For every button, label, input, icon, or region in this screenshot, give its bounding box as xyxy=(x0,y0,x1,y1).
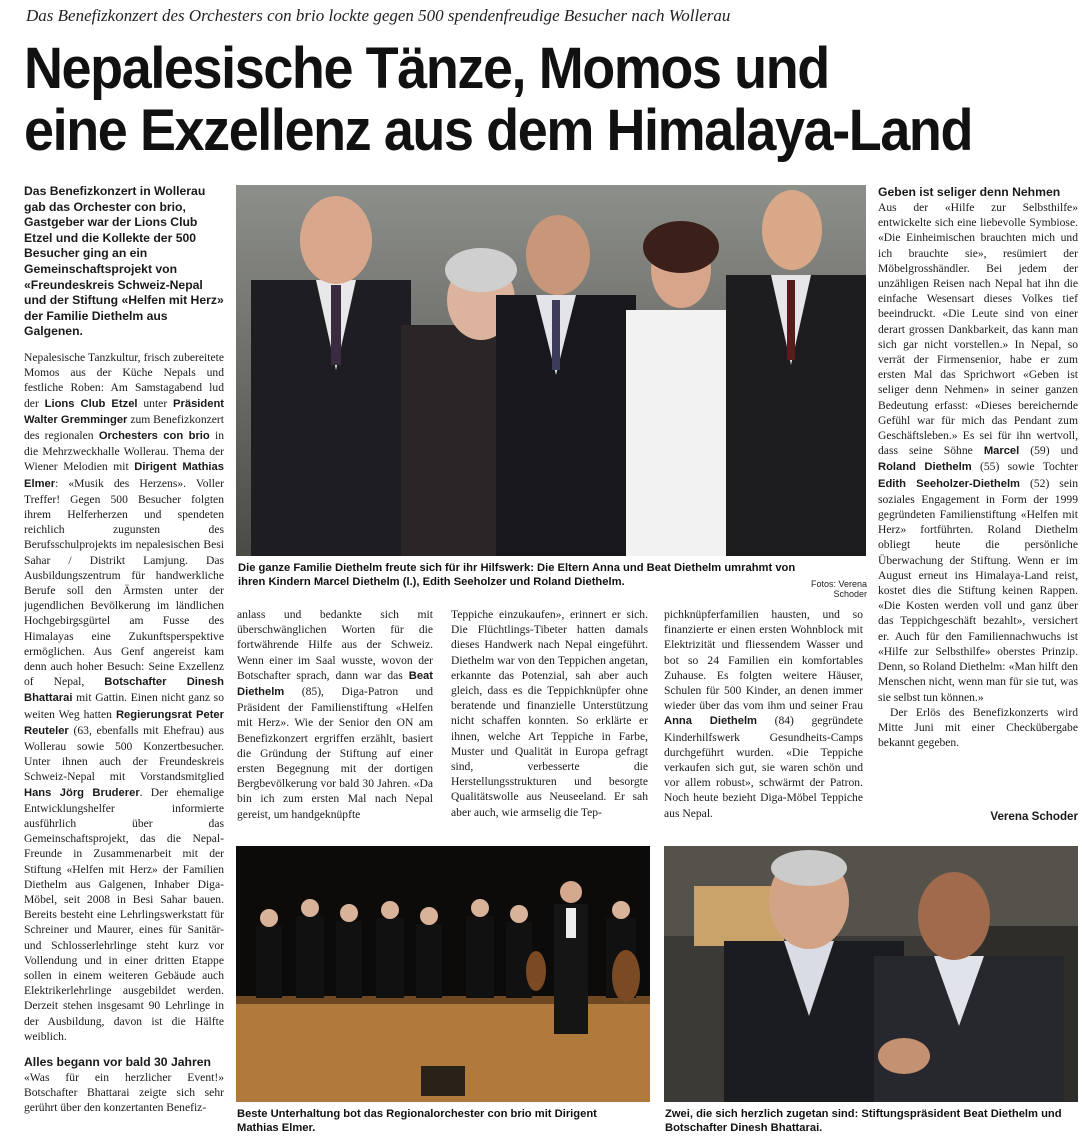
orchestra-photo-image xyxy=(236,846,650,1102)
column-3 xyxy=(451,607,648,839)
author-name: Verena Schoder xyxy=(990,810,1078,823)
family-photo xyxy=(236,185,866,556)
handshake-photo-image xyxy=(664,846,1078,1102)
photo-credit: Fotos: Verena Schoder xyxy=(810,579,867,599)
headline xyxy=(24,38,991,162)
orchestra-photo xyxy=(236,846,650,1102)
subhead-geben: Geben ist seliger denn Nehmen xyxy=(878,185,1061,199)
column-5-closing: Der Erlös des Benefizkonzerts wird Mitte Juni mit einer Checkübergabe bekannt gegeben. xyxy=(878,705,1078,750)
lead-paragraph: Das Benefizkonzert in Wollerau gab das Orchester con brio, Gastgeber war der Lions Club Etzel und die Kollekte der 500 Besucher ging an ein Gemeinschaftsprojekt von «Freundeskreis Schweiz-Nepal und der Stiftung «Helfen mit Herz» der Familie Diethelm aus Galgenen. xyxy=(24,184,224,339)
headline-line-2: eine Exzellenz aus dem Himalaya-Land xyxy=(24,98,973,163)
column-5-text: Aus der «Hilfe zur Selbsthilfe» entwickelte sich eine liebevolle Symbiose. «Die Einheimischen brauchten mich und ich brauchte sie», resümiert der Möbelgrosshändler. Bei jedem der unzähligen Reisen nach Nepal hat ihn die einfache Wesensart dieses Volkes tief beeindruckt. «Die Leute sind von einer derart grossen Dankbarkeit, das kann man sich gar nicht vorstellen.» In Nepal, so verrät der Firmensenior, habe er zum ersten Mal das Sprichwort «Geben ist seliger denn Nehmen» in seiner ganzen Bedeutung erfasst: «Dieses bereichernde Gefühl war für mich das Pendant zum Geschäftsleben.» Es sei für ihn wertvoll, dass seine Söhne Marcel (59) und Roland Diethelm (55) sowie Tochter Edith Seeholzer-Diethelm (52) sein soziales Engagement in Form der 1999 gegründeten Familienstiftung «Helfen mit Herz» fortführten. Roland Diethelm obliegt heute die persönliche Überwachung der Stiftung. Wenn er im August erneut ins Himalaya-Land reist, kostet dies die Stiftung keinen Rappen. «Die Kosten werden voll und ganz über das Teppichgeschäft bezahlt», versichert er. Auch für den Familiennachwuchs ist «Hilfe zur Selbsthilfe» oberstes Prinzip. Denn, so Roland Diethelm: «Man hilft den Menschen nicht, wenn man für sie tut, was sie selbst tun können.» xyxy=(878,201,1078,704)
orchestra-photo-caption: Beste Unterhaltung bot das Regionalorchester con brio mit Dirigent Mathias Elmer. xyxy=(237,1108,597,1134)
handshake-photo xyxy=(664,846,1078,1102)
column-5 xyxy=(878,184,1078,824)
kicker: Das Benefizkonzert des Orchesters con brio lockte gegen 500 spendenfreudige Besucher nach Wollerau xyxy=(26,6,731,25)
column-3-text: Teppiche einzukaufen», erinnert er sich. Die Flüchtlings-Tibeter hatten damals dieses Handwerk nach Nepal eingeführt. Diethelm war von den Teppichen angetan, erkannte das Potenzial, sah aber auch gleich, dass es die Teppichknüpfer ohne beratende und finanzielle Unterstützung nicht schaffen konnten. So erklärte er ihnen, welche Art Teppiche in Farbe, Muster und Qualität in Europa gefragt sind, verbesserte die Herstellungsstrukturen und besorgte Qualitätswolle aus Neuseeland. Er sah aber auch, wie armselig die Tep- xyxy=(451,608,648,819)
subhead-alles-begann: Alles begann vor bald 30 Jahren xyxy=(24,1055,211,1070)
family-photo-caption: Die ganze Familie Diethelm freute sich für ihr Hilfswerk: Die Eltern Anna und Beat Diethelm umrahmt von ihren Kindern Marcel Diethelm (l.), Edith Seeholzer und Roland Diethelm. xyxy=(238,562,796,588)
column-1 xyxy=(24,184,224,1144)
column-4-text: pichknüpferfamilien hausten, und so finanzierte er einen ersten Wohnblock mit Elektrizität und fliessendem Wasser und bot so 24 Familien ein komfortables Zuhause. Es folgten weitere Häuser, Schulen für 500 Kinder, an denen immer wieder über das vom ihm und seiner Frau Anna Diethelm (84) gegründete Kinderhilfswerk Gesundheits-Camps durchgeführt wurden. «Die Teppiche verkaufen sich gut, sie waren schön und vor allem robust», schwärmt der Patron. Noch heute bezieht Diga-Möbel Teppiche aus Nepal. xyxy=(664,608,863,820)
handshake-photo-caption: Zwei, die sich herzlich zugetan sind: Stiftungspräsident Beat Diethelm und Botschafter Dinesh Bhattarai. xyxy=(665,1108,1062,1134)
family-photo-image xyxy=(236,185,866,556)
column-2 xyxy=(237,607,433,839)
column-2-text: anlass und bedankte sich mit überschwänglichen Worten für die fortwährende Hilfe aus der Schweiz. Wenn einer im Saal wusste, wovon der Botschafter sprach, dann war das Beat Diethelm (85), Diga-Patron und Präsident der Familienstiftung «Helfen mit Herz». Wie der Senior den ON am Benefizkonzert ergriffen erzählt, basiert die Gründung der Stiftung auf einer ersten Begegnung mit der dortigen Bergbevölkerung vor bald 30 Jahren. «Da bin ich zum ersten Mal nach Nepal gereist, um handgeknüpfte xyxy=(237,608,433,821)
column-4 xyxy=(664,607,863,839)
body-paragraph-1: Nepalesische Tanzkultur, frisch zubereitete Momos aus der Küche Nepals und festliche Roben: Am Samstagabend lud der Lions Club Etzel unter Präsident Walter Gremminger zum Benefizkonzert des regionalen Orchesters con brio in die Mehrzweckhalle Wollerau. Thema der Wiener Melodien mit Dirigent Mathias Elmer: «Musik des Herzens». Voller Treffer! Gegen 500 Besucher folgten ihrem Helferherzen und spendeten reichlich zugunsten des Berufsschulprojekts im nepalesischen Besi Sahar / Distrikt Lamjung. Das Ausbildungszentrum für handwerkliche Berufe soll den Ärmsten unter der jugendlichen Bevölkerung im ländlichen Hochgebirgsgürtel am Fusse des Himalayas eine Zukunftsperspektive ermöglichen. Aus Genf angereist kam denn auch hoher Besuch: Seine Exzellenz of Nepal, Botschafter Dinesh Bhattarai mit Gattin. Einen nicht ganz so weiten Weg hatten Regierungsrat Peter Reuteler (63, ebenfalls mit Ehefrau) aus Wollerau sowie 500 Konzertbesucher. Unter ihnen auch der Freundeskreis Schweiz-Nepal mit Vorstandsmitglied Hans Jörg Bruderer. Der ehemalige Entwicklungshelfer informierte ausführlich über das Gemeinschaftsprojekt, das die Nepal-Freunde in Zusammenarbeit mit der Stiftung «Helfen mit Herz» der Familien Diethelm aus Galgenen, Inhaber Diga-Möbel, seit 2008 in Besi Sahar bauen. Bereits besteht eine Lehrlingswerkstatt für Schreiner und Maurer, eines für Sanitär- und Schlosserlehrlinge steht kurz vor Vollendung und in einer dritten Etappe sollen in einem weiteren Gebäude auch Elektrikerlehrlinge ausgebildet werden. Derzeit stehen insgesamt 90 Lehrlinge in der Ausbildung, davon ist die Hälfte weiblich. xyxy=(24,350,224,1043)
headline-line-1: Nepalesische Tänze, Momos und xyxy=(24,36,829,101)
body-paragraph-2: «Was für ein herzlicher Event!» Botschafter Bhattarai zeigte sich sehr gerührt über den konzertanten Benefiz- xyxy=(24,1071,224,1115)
